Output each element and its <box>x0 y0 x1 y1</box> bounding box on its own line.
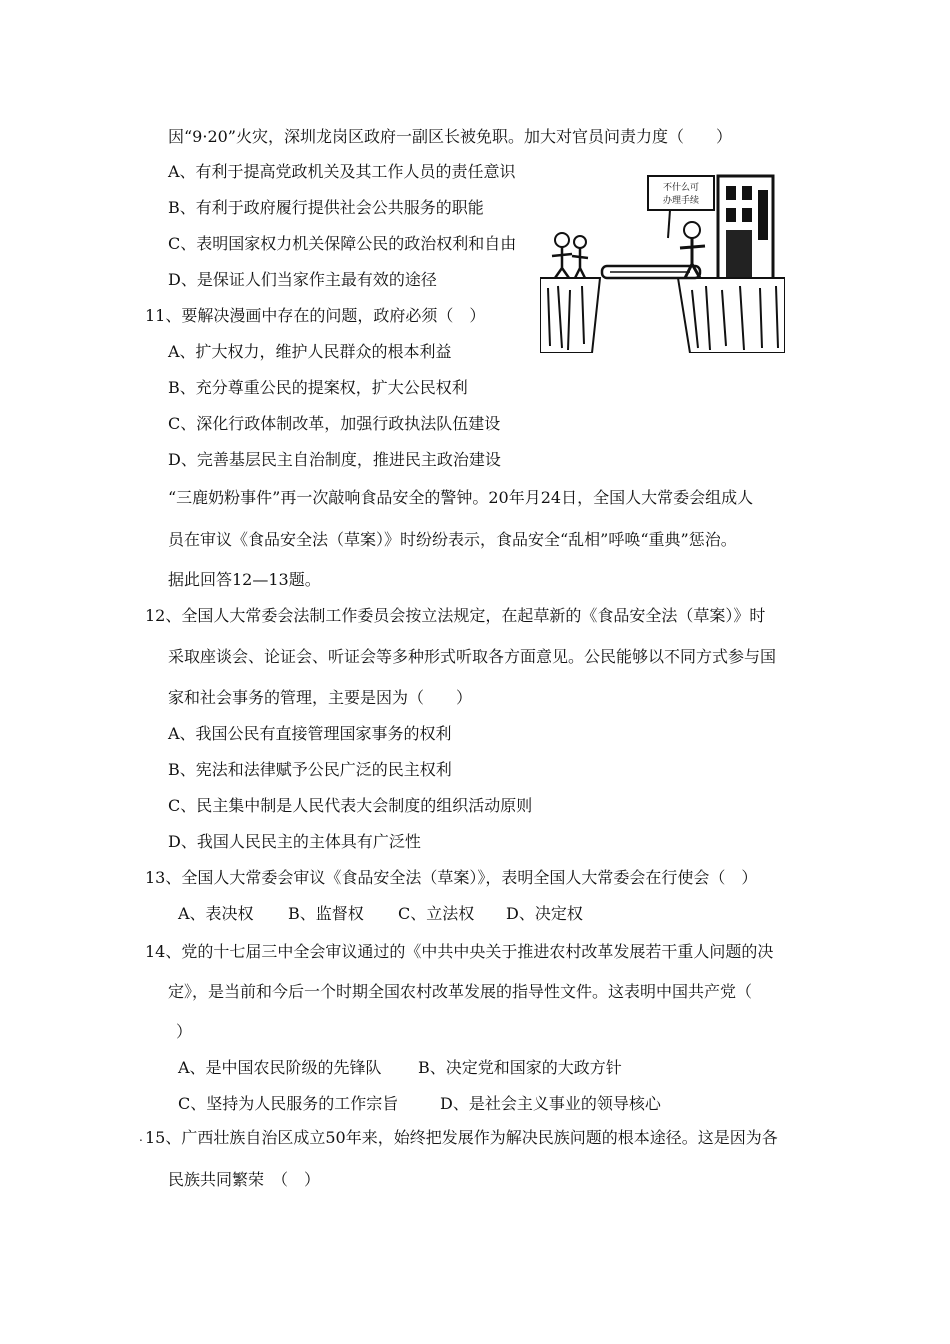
q10-option-c: C、表明国家权力机关保障公民的政治权利和自由 <box>168 234 517 253</box>
material-line-2: 员在审议《食品安全法（草案）》时纷纷表示，食品安全“乱相”呼唤“重典”惩治。 <box>168 530 737 549</box>
q10-stem: 因“9·20”火灾，深圳龙岗区政府一副区长被免职。加大对官员问责力度（ ） <box>168 127 732 146</box>
q12-option-d: D、我国人民民主的主体具有广泛性 <box>168 832 421 851</box>
q11-option-d: D、完善基层民主自治制度，推进民主政治建设 <box>168 450 501 469</box>
q12-stem-line-3: 家和社会事务的管理，主要是因为（ ） <box>168 688 473 707</box>
q13-option-b: B、监督权 <box>288 904 364 923</box>
q14-option-d: D、是社会主义事业的领导核心 <box>440 1094 661 1113</box>
q10-option-a: A、有利于提高党政机关及其工作人员的责任意识 <box>168 162 516 181</box>
q11-option-c: C、深化行政体制改革，加强行政执法队伍建设 <box>168 414 501 433</box>
q14-stem-line-3: ） <box>176 1022 193 1041</box>
q13-options <box>178 904 583 924</box>
cartoon-illustration <box>540 168 785 353</box>
material-line-1: “三鹿奶粉事件”再一次敲响食品安全的警钟。20年月24日，全国人大常委会组成人 <box>168 488 754 507</box>
q14-stem-line-1: 14、党的十七届三中全会审议通过的《中共中央关于推进农村改革发展若干重人问题的决 <box>145 942 774 961</box>
q12-option-b: B、宪法和法律赋予公民广泛的民主权利 <box>168 760 452 779</box>
q10-option-d: D、是保证人们当家作主最有效的途径 <box>168 270 437 289</box>
q14-option-c: C、坚持为人民服务的工作宗旨 <box>178 1094 399 1113</box>
cartoon-sign-text: 不什么可 <box>662 183 700 193</box>
q13-option-a: A、表决权 <box>178 904 254 923</box>
svg-text:办理手续: 办理手续 <box>662 196 700 206</box>
q11-option-b: B、充分尊重公民的提案权，扩大公民权利 <box>168 378 468 397</box>
q13-option-c: C、立法权 <box>398 904 475 923</box>
q14-options-row-1 <box>178 1058 622 1078</box>
q14-option-a: A、是中国农民阶级的先锋队 <box>178 1058 382 1077</box>
q12-stem-line-2: 采取座谈会、论证会、听证会等多种形式听取各方面意见。公民能够以不同方式参与国 <box>168 647 777 666</box>
q13-stem: 13、全国人大常委会审议《食品安全法（草案）》，表明全国人大常委会在行使会（ ） <box>145 868 758 887</box>
q13-option-d: D、决定权 <box>506 904 583 923</box>
q12-option-c: C、民主集中制是人民代表大会制度的组织活动原则 <box>168 796 533 815</box>
q10-option-b: B、有利于政府履行提供社会公共服务的职能 <box>168 198 484 217</box>
q11-stem: 11、要解决漫画中存在的问题，政府必须（ ） <box>145 306 486 325</box>
q12-option-a: A、我国公民有直接管理国家事务的权利 <box>168 724 452 743</box>
q14-options-row-2 <box>178 1094 661 1114</box>
q15-stem-line-1: 15、广西壮族自治区成立50年来，始终把发展作为解决民族问题的根本途径。这是因为各 <box>145 1128 778 1147</box>
q11-option-a: A、扩大权力，维护人民群众的根本利益 <box>168 342 452 361</box>
q14-option-b: B、决定党和国家的大政方针 <box>418 1058 622 1077</box>
q12-stem-line-1: 12、全国人大常委会法制工作委员会按立法规定，在起草新的《食品安全法（草案）》时 <box>145 606 766 625</box>
q15-stem-line-2: 民族共同繁荣 （ ） <box>168 1170 321 1189</box>
margin-dot: . <box>139 1130 143 1144</box>
q14-stem-line-2: 定》，是当前和今后一个时期全国农村改革发展的指导性文件。这表明中国共产党（ <box>168 982 753 1001</box>
material-line-3: 据此回答12—13题。 <box>168 570 321 589</box>
